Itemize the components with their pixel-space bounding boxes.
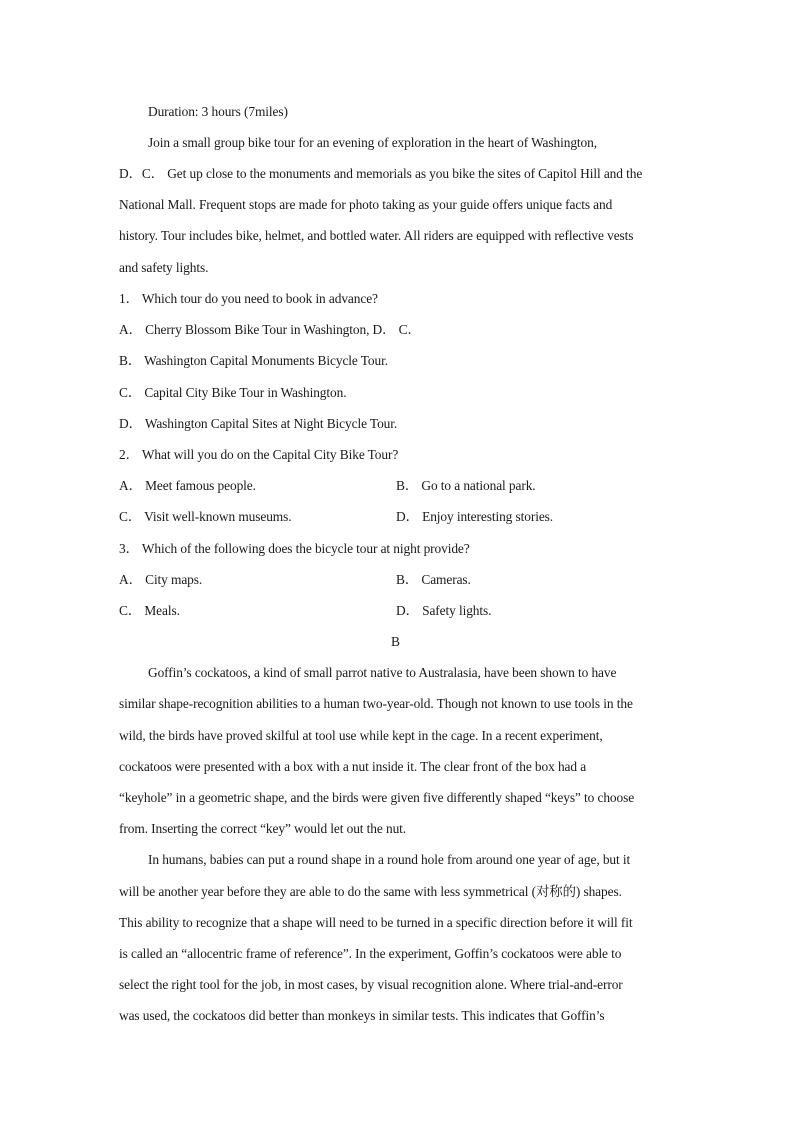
tour-description-line: National Mall. Frequent stops are made for photo taking as your guide offers unique facts and xyxy=(119,197,613,212)
passage-line: Goffin’s cockatoos, a kind of small parrot native to Australasia, have been shown to have xyxy=(148,665,617,680)
answer-option: A． Meet famous people. xyxy=(119,478,256,493)
passage-line: similar shape-recognition abilities to a human two-year-old. Though not known to use tools in the xyxy=(119,696,633,711)
answer-option: A． Cherry Blossom Bike Tour in Washington, D． C． xyxy=(119,322,421,337)
tour-description-line: Join a small group bike tour for an evening of exploration in the heart of Washington, xyxy=(148,135,597,150)
tour-description-line: and safety lights. xyxy=(119,260,209,275)
passage-line: is called an “allocentric frame of reference”. In the experiment, Goffin’s cockatoos were able to xyxy=(119,946,622,961)
question-stem: 1． Which tour do you need to book in advance? xyxy=(119,291,378,306)
passage-line: cockatoos were presented with a box with a nut inside it. The clear front of the box had a xyxy=(119,759,587,774)
question-stem: 2． What will you do on the Capital City Bike Tour? xyxy=(119,447,399,462)
answer-option: C． Capital City Bike Tour in Washington. xyxy=(119,385,347,400)
answer-option: B． Cameras. xyxy=(396,572,471,587)
answer-option: C． Visit well-known museums. xyxy=(119,509,292,524)
passage-line: from. Inserting the correct “key” would let out the nut. xyxy=(119,821,407,836)
answer-option: D． Washington Capital Sites at Night Bicycle Tour. xyxy=(119,416,398,431)
tour-description-line: history. Tour includes bike, helmet, and bottled water. All riders are equipped with reflective vests xyxy=(119,228,634,243)
tour-description-line: D．C． Get up close to the monuments and memorials as you bike the sites of Capitol Hill and the xyxy=(119,166,643,181)
answer-option: C． Meals. xyxy=(119,603,180,618)
passage-line: This ability to recognize that a shape will need to be turned in a specific direction before it will fit xyxy=(119,915,633,930)
section-heading: B xyxy=(391,634,400,649)
question-stem: 3． Which of the following does the bicycle tour at night provide? xyxy=(119,541,470,556)
answer-option: D． Safety lights. xyxy=(396,603,492,618)
passage-line: select the right tool for the job, in most cases, by visual recognition alone. Where trial-and-error xyxy=(119,977,623,992)
answer-option: A． City maps. xyxy=(119,572,203,587)
passage-line: was used, the cockatoos did better than monkeys in similar tests. This indicates that Goffin’s xyxy=(119,1008,605,1023)
tour-duration: Duration: 3 hours (7miles) xyxy=(148,104,288,119)
passage-line: will be another year before they are able to do the same with less symmetrical (对称的) shapes. xyxy=(119,884,622,899)
passage-line: “keyhole” in a geometric shape, and the birds were given five differently shaped “keys” to choose xyxy=(119,790,635,805)
passage-line: wild, the birds have proved skilful at tool use while kept in the cage. In a recent experiment, xyxy=(119,728,603,743)
answer-option: D． Enjoy interesting stories. xyxy=(396,509,554,524)
answer-option: B． Washington Capital Monuments Bicycle Tour. xyxy=(119,353,388,368)
answer-option: B． Go to a national park. xyxy=(396,478,536,493)
passage-line: In humans, babies can put a round shape in a round hole from around one year of age, but it xyxy=(148,852,631,867)
